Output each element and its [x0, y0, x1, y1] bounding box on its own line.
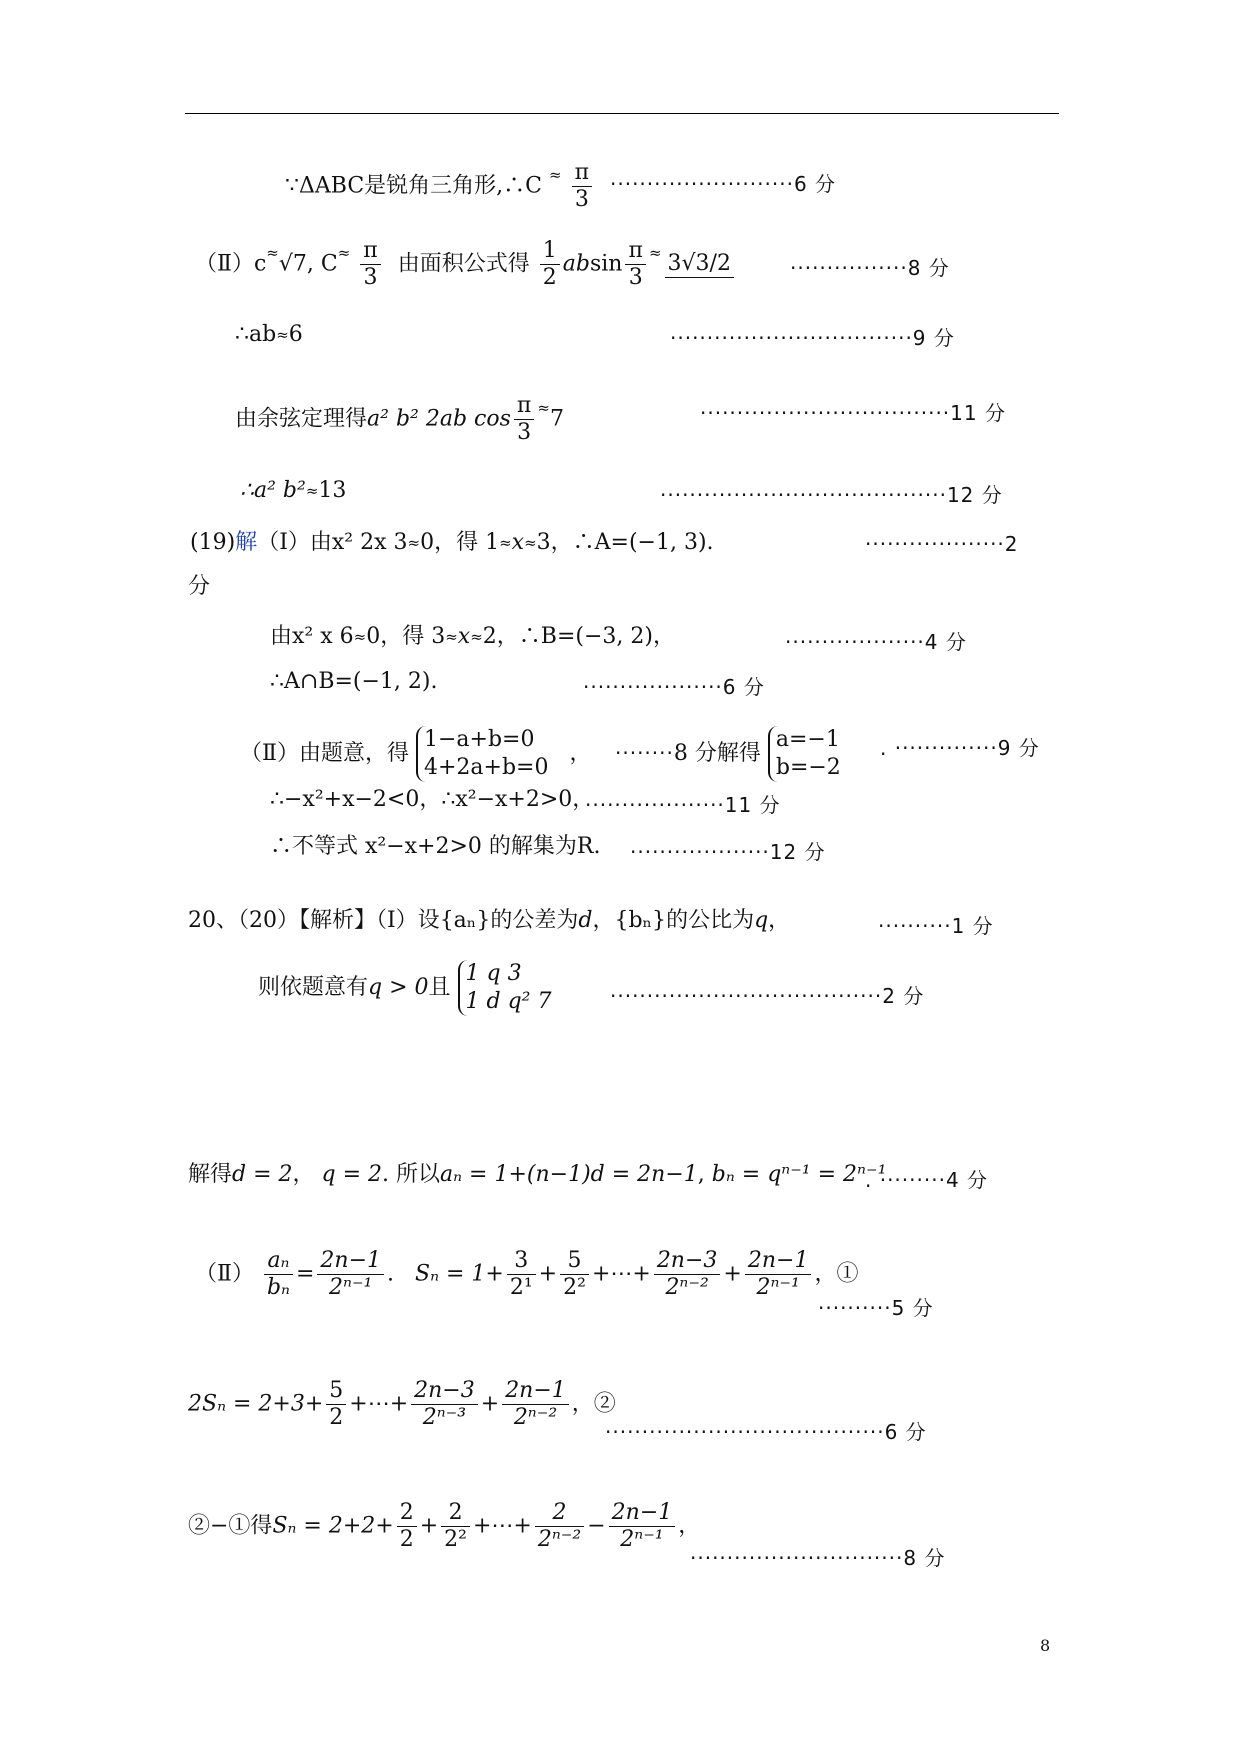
page-number: 8	[1040, 1636, 1051, 1655]
line-3: ∴ab≈6	[235, 322, 303, 347]
score-dots: ···················12 分	[630, 840, 826, 864]
line-19-4: （Ⅱ）由题意，得 1−a+b=0 4+2a+b=0 ，	[240, 727, 592, 780]
line-1: ∵ΔABC是锐角三角形,∴C ≈ $\frac{\pi}{3}$	[285, 160, 595, 213]
score-dots: ··································11 分	[700, 401, 1006, 425]
line-19-6: ∴不等式 x²−x+2>0 的解集为R.	[270, 834, 601, 859]
score-dots: ··········1 分	[878, 914, 994, 938]
score-dots: ······································6 分	[605, 1420, 927, 1444]
score-dots: ················8 分	[790, 256, 950, 280]
score-dots: . ··············9 分	[880, 736, 1040, 760]
line-20-2: 则依题意有q > 0且 1 q 3 1 d q² 7	[258, 961, 552, 1014]
line-19-1: (19)解（Ⅰ）由x² 2x 3≈0，得 1≈x≈3，∴A=(−1, 3).	[190, 530, 714, 555]
score-dots: ···················4 分	[785, 630, 967, 654]
score-wrap: 分	[188, 574, 211, 599]
score-dots: ···················11 分	[585, 793, 781, 817]
line-text: ∵ΔABC是锐角三角形,∴C	[285, 173, 543, 199]
line-4: 由余弦定理得a² b² 2ab cos $\frac{\pi}{3}$ ≈7	[235, 393, 564, 445]
score-dots: ·····························8 分	[690, 1546, 946, 1570]
score-dots: ···················6 分	[583, 675, 765, 699]
score-dots: ···················2	[865, 532, 1019, 556]
score-dots: ·····································2 分	[610, 984, 925, 1008]
score-dots: ·································9 分	[670, 326, 955, 350]
line-19-4b: ········8 分解得 a=−1 b=−2	[615, 727, 841, 780]
fraction: $\frac{\pi}{3}$	[572, 160, 592, 213]
line-20-5: 2Sₙ = 2+3+ $\frac{5}{2}$ +⋯+ $\frac{2n-3}{\text{2ⁿ⁻³}}$ + $\frac{2n-1}{\text{2ⁿ⁻²}}$ ，②	[188, 1378, 616, 1430]
line-2: （Ⅱ）c≈√7, C≈ $\frac{\pi}{3}$ 由面积公式得 $\frac{1}{2}$ absin $\frac{\pi}{3}$ ≈ 3√3/2	[195, 238, 737, 291]
line-19-5: ∴−x²+x−2<0，∴x²−x+2>0，	[270, 787, 595, 812]
score-dots: ··········5 分	[818, 1296, 934, 1320]
line-20-3: 解得d = 2， q = 2. 所以aₙ = 1+(n−1)d = 2n−1, bₙ = qⁿ⁻¹ = 2ⁿ⁻¹	[188, 1162, 887, 1187]
score-dots: ·······································12 分	[660, 483, 1003, 507]
line-20-6: ②−①得Sₙ = 2+2+ $\frac{2}{2}$ + $\frac{2}{\text{2²}}$ +⋯+ $\frac{2}{\text{2ⁿ⁻²}}$ − $\frac{2n-1}{\text{2ⁿ⁻¹}}$ ，	[188, 1500, 701, 1552]
header-rule	[185, 113, 1059, 114]
line-20-1: 20、（20）【解析】（Ⅰ）设{aₙ}的公差为d，{bₙ}的公比为q，	[188, 908, 791, 933]
score-dots: . ·········4 分	[865, 1168, 989, 1192]
line-5: ∴a² b²≈13	[240, 478, 347, 503]
line-19-3: ∴A∩B=(−1, 2).	[270, 669, 438, 694]
line-20-4: （Ⅱ） $\frac{\text{aₙ}}{\text{bₙ}}$ = $\frac{2n-1}{\text{2ⁿ⁻¹}}$ . Sₙ = 1+ $\frac{3}{\text{2¹}}$ + $\frac{5}{\text{2²}}$ +⋯+ $\frac{2n-3}{\text{2ⁿ⁻²}}$ + $\frac{2n-1}{\text{2ⁿ⁻¹}}$ ，①	[195, 1248, 859, 1300]
line-19-2: 由x² x 6≈0，得 3≈x≈2，∴B=(−3, 2)，	[270, 624, 675, 649]
score-dots: ·························6 分	[610, 172, 837, 196]
